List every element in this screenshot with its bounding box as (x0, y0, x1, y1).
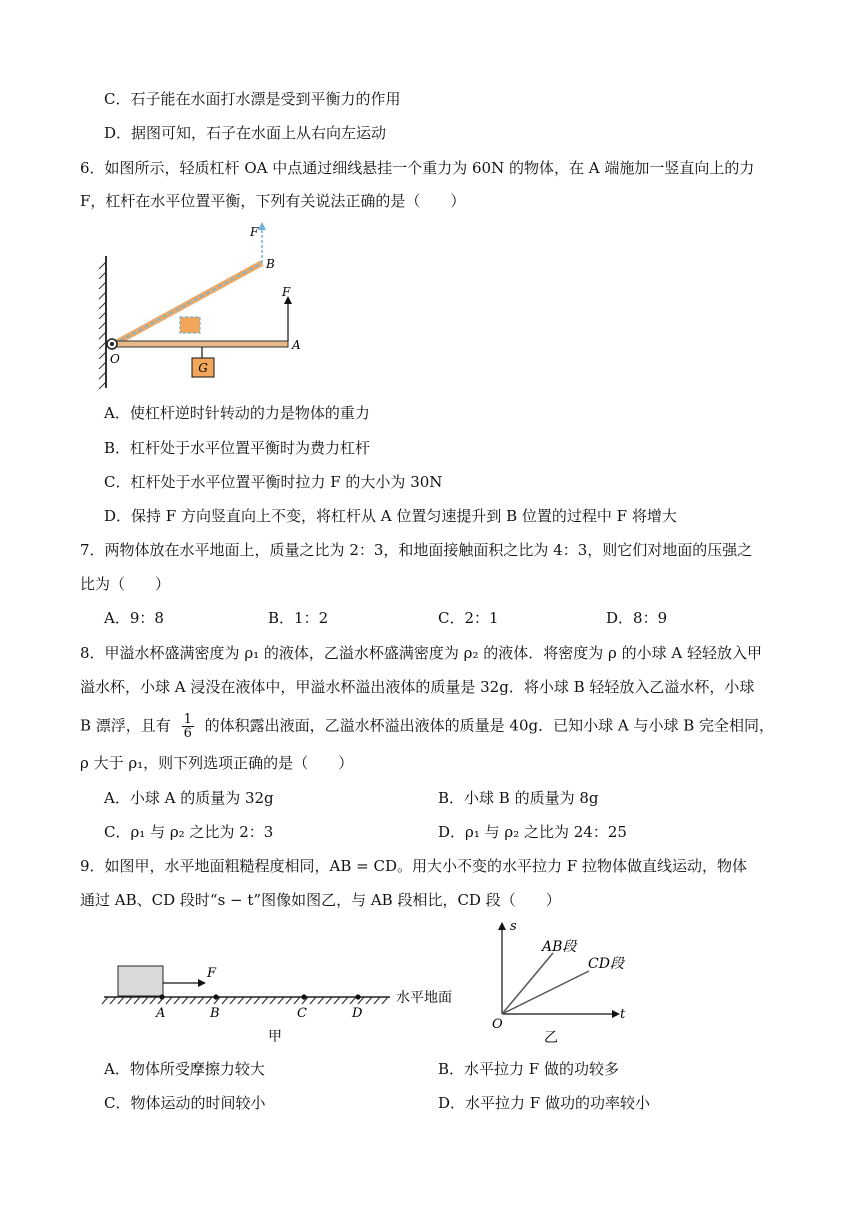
q7-stem-line1: 7．两物体放在水平地面上，质量之比为 2：3，和地面接触面积之比为 4：3，则它们对地面的压强之 (80, 541, 753, 559)
origin-label-o: O (492, 1017, 503, 1032)
q6-stem-line1: 6．如图所示，轻质杠杆 OA 中点通过细线悬挂一个重力为 60N 的物体，在 A 端施加一竖直向上的力 (80, 159, 755, 177)
force-label-f-top: F (250, 225, 259, 239)
force-label-f: F (207, 966, 217, 981)
q8-option-c: C．ρ₁ 与 ρ₂ 之比为 2：3 (104, 823, 274, 841)
q8-stem-line1: 8．甲溢水杯盛满密度为 ρ₁ 的液体，乙溢水杯盛满密度为 ρ₂ 的液体．将密度为 ρ 的小球 A 轻轻放入甲 (80, 644, 763, 662)
q5-option-d: D．据图可知，石子在水面上从右向左运动 (104, 124, 387, 142)
q8-option-b: B．小球 B 的质量为 8g (438, 789, 599, 807)
q6-lever-figure (96, 218, 316, 394)
q7-option-d: D．8：9 (606, 609, 668, 627)
figure-yi-caption: 乙 (544, 1030, 558, 1046)
q6-option-d: D．保持 F 方向竖直向上不变，将杠杆从 A 位置匀速提升到 B 位置的过程中 F 将增大 (104, 507, 677, 525)
q9-option-b: B．水平拉力 F 做的功较多 (438, 1060, 619, 1078)
point-label-a: A (156, 1006, 166, 1021)
q8-option-a: A．小球 A 的质量为 32g (104, 789, 274, 807)
fraction-denominator: 6 (183, 726, 192, 741)
fraction-one-sixth (182, 713, 194, 740)
q9-figure-jia (100, 955, 470, 1047)
q9-stem-line2: 通过 AB、CD 段时“s − t”图像如图乙，与 AB 段相比，CD 段（ ） (80, 891, 561, 909)
q6-option-a: A．使杠杆逆时针转动的力是物体的重力 (104, 404, 370, 422)
q7-stem-line2: 比为（ ） (80, 575, 171, 593)
point-label-c: C (297, 1006, 307, 1021)
q7-option-b: B．1：2 (268, 609, 329, 627)
line-label-cd: CD段 (588, 956, 624, 972)
point-label-b: B (266, 257, 275, 271)
point-label-a: A (292, 338, 301, 352)
q7-option-c: C．2：1 (438, 609, 499, 627)
point-label-o: O (110, 352, 120, 366)
q8-stem-line3-a: B 漂浮，且有 (80, 716, 171, 735)
weight-label-g: G (198, 361, 208, 375)
q6-option-c: C．杠杆处于水平位置平衡时拉力 F 的大小为 30N (104, 473, 443, 491)
q8-stem-line3 (80, 713, 774, 740)
q9-figure-yi-st-graph (486, 916, 646, 1048)
q9-option-c: C．物体运动的时间较小 (104, 1094, 266, 1112)
fraction-numerator: 1 (183, 712, 192, 727)
q8-option-d: D．ρ₁ 与 ρ₂ 之比为 24：25 (438, 823, 627, 841)
q6-stem-line2: F，杠杆在水平位置平衡，下列有关说法正确的是（ ） (80, 192, 466, 210)
point-label-b: B (210, 1006, 220, 1021)
ground-label: 水平地面 (396, 990, 452, 1006)
point-label-d: D (352, 1006, 363, 1021)
q9-option-d: D．水平拉力 F 做功的功率较小 (438, 1094, 650, 1112)
axis-label-s: s (510, 919, 517, 934)
q9-option-a: A．物体所受摩擦力较大 (104, 1060, 265, 1078)
q5-option-c: C．石子能在水面打水漂是受到平衡力的作用 (104, 90, 401, 108)
q8-stem-line2: 溢水杯，小球 A 浸没在液体中，甲溢水杯溢出液体的质量是 32g．将小球 B 轻轻放入乙溢水杯，小球 (80, 678, 755, 696)
q7-option-a: A．9：8 (104, 609, 164, 627)
force-label-f-a: F (282, 285, 291, 299)
figure-jia-caption: 甲 (268, 1029, 282, 1045)
q6-option-b: B．杠杆处于水平位置平衡时为费力杠杆 (104, 439, 371, 457)
axis-label-t: t (620, 1007, 626, 1022)
q8-stem-line4: ρ 大于 ρ₁，则下列选项正确的是（ ） (80, 754, 354, 772)
line-label-ab: AB段 (542, 939, 577, 955)
q8-stem-line3-b: 的体积露出液面，乙溢水杯溢出液体的质量是 40g．已知小球 A 与小球 B 完全相同， (204, 716, 775, 735)
q9-stem-line1: 9．如图甲，水平地面粗糙程度相同，AB = CD。用大小不变的水平拉力 F 拉物体做直线运动，物体 (80, 857, 747, 875)
